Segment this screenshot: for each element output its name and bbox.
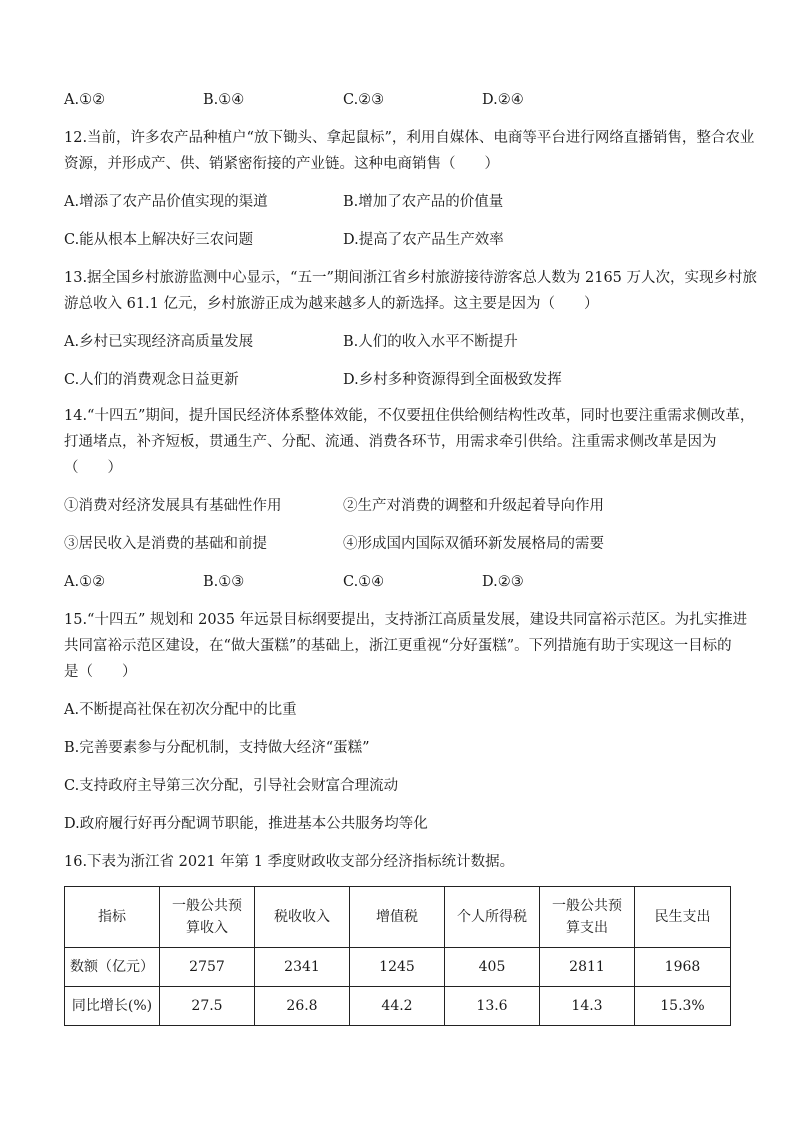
q14-option-c[interactable]: C.①④: [343, 574, 385, 590]
q11-option-d[interactable]: D.②④: [482, 92, 524, 108]
table-cell: 14.3: [540, 987, 635, 1026]
q16-stem: 16.下表为浙江省 2021 年第 1 季度财政收支部分经济指标统计数据。: [64, 854, 515, 870]
q15-option-b[interactable]: B.完善要素参与分配机制，支持做大经济“蛋糕”: [64, 740, 370, 756]
q14-item-2: ②生产对消费的调整和升级起着导向作用: [343, 498, 604, 514]
table-cell: 数额（亿元）: [65, 948, 160, 987]
q14-item-3: ③居民收入是消费的基础和前提: [64, 536, 267, 552]
table-row: [65, 948, 731, 987]
table-cell: 27.5: [160, 987, 255, 1026]
q13-option-c[interactable]: C.人们的消费观念日益更新: [64, 372, 239, 388]
q12-stem-line1: 12.当前，许多农产品种植户“放下锄头、拿起鼠标”，利用自媒体、电商等平台进行网络直播销售，整合农业: [64, 130, 755, 146]
q14-option-d[interactable]: D.②③: [482, 574, 524, 590]
q13-stem-line1: 13.据全国乡村旅游监测中心显示，“五一”期间浙江省乡村旅游接待游客总人数为 2165 万人次，实现乡村旅: [64, 270, 758, 286]
q11-option-b[interactable]: B.①④: [203, 92, 245, 108]
q14-item-1: ①消费对经济发展具有基础性作用: [64, 498, 282, 514]
table-cell: 同比增长(%): [65, 987, 160, 1026]
q15-stem-line2: 共同富裕示范区建设，在“做大蛋糕”的基础上，浙江更重视“分好蛋糕”。下列措施有助于实现这一目标的: [64, 638, 732, 654]
q11-option-a[interactable]: A.①②: [64, 92, 106, 108]
table-cell: 405: [445, 948, 540, 987]
table-cell: 2811: [540, 948, 635, 987]
table-cell: 44.2: [350, 987, 445, 1026]
q14-option-b[interactable]: B.①③: [203, 574, 245, 590]
q13-stem-line2: 游总收入 61.1 亿元，乡村旅游正成为越来越多人的新选择。这主要是因为（ ）: [64, 296, 599, 312]
table-header-cell: 一般公共预 算收入: [160, 887, 255, 948]
q11-option-c[interactable]: C.②③: [343, 92, 385, 108]
q12-stem-line2: 资源，并形成产、供、销紧密衔接的产业链。这种电商销售（ ）: [64, 156, 499, 172]
q15-option-d[interactable]: D.政府履行好再分配调节职能，推进基本公共服务均等化: [64, 816, 428, 832]
q15-stem-line1: 15.“十四五” 规划和 2035 年远景目标纲要提出，支持浙江高质量发展，建设共同富裕示范区。为扎实推进: [64, 612, 748, 628]
q12-option-c[interactable]: C.能从根本上解决好三农问题: [64, 232, 254, 248]
table-cell: 1968: [635, 948, 731, 987]
q14-stem-line3: （ ）: [64, 460, 122, 476]
q13-option-a[interactable]: A.乡村已实现经济高质量发展: [64, 334, 254, 350]
table-header-cell: 指标: [65, 887, 160, 948]
q14-option-a[interactable]: A.①②: [64, 574, 106, 590]
table-header-cell: 一般公共预 算支出: [540, 887, 635, 948]
table-cell: 2341: [255, 948, 350, 987]
q14-stem-line1: 14.“十四五”期间，提升国民经济体系整体效能，不仅要扭住供给侧结构性改革，同时也要注重需求侧改革，: [64, 408, 755, 424]
q12-option-d[interactable]: D.提高了农产品生产效率: [343, 232, 504, 248]
table-cell: 2757: [160, 948, 255, 987]
q12-option-a[interactable]: A.增添了农产品价值实现的渠道: [64, 194, 268, 210]
fiscal-data-table: [64, 886, 731, 1026]
q12-option-b[interactable]: B.增加了农产品的价值量: [343, 194, 504, 210]
q14-item-4: ④形成国内国际双循环新发展格局的需要: [343, 536, 604, 552]
table-header-row: [65, 887, 731, 948]
table-cell: 26.8: [255, 987, 350, 1026]
q14-stem-line2: 打通堵点，补齐短板，贯通生产、分配、流通、消费各环节，用需求牵引供给。注重需求侧改革是因为: [64, 434, 717, 450]
table-cell: 13.6: [445, 987, 540, 1026]
table-header-cell: 增值税: [350, 887, 445, 948]
q15-option-a[interactable]: A.不断提高社保在初次分配中的比重: [64, 702, 297, 718]
table-row: [65, 987, 731, 1026]
table-header-cell: 税收收入: [255, 887, 350, 948]
q13-option-d[interactable]: D.乡村多种资源得到全面极致发挥: [343, 372, 562, 388]
q15-stem-line3: 是（ ）: [64, 664, 137, 680]
table-header-cell: 民生支出: [635, 887, 731, 948]
table-cell: 15.3%: [635, 987, 731, 1026]
table-header-cell: 个人所得税: [445, 887, 540, 948]
q13-option-b[interactable]: B.人们的收入水平不断提升: [343, 334, 518, 350]
q15-option-c[interactable]: C.支持政府主导第三次分配，引导社会财富合理流动: [64, 778, 399, 794]
table-cell: 1245: [350, 948, 445, 987]
